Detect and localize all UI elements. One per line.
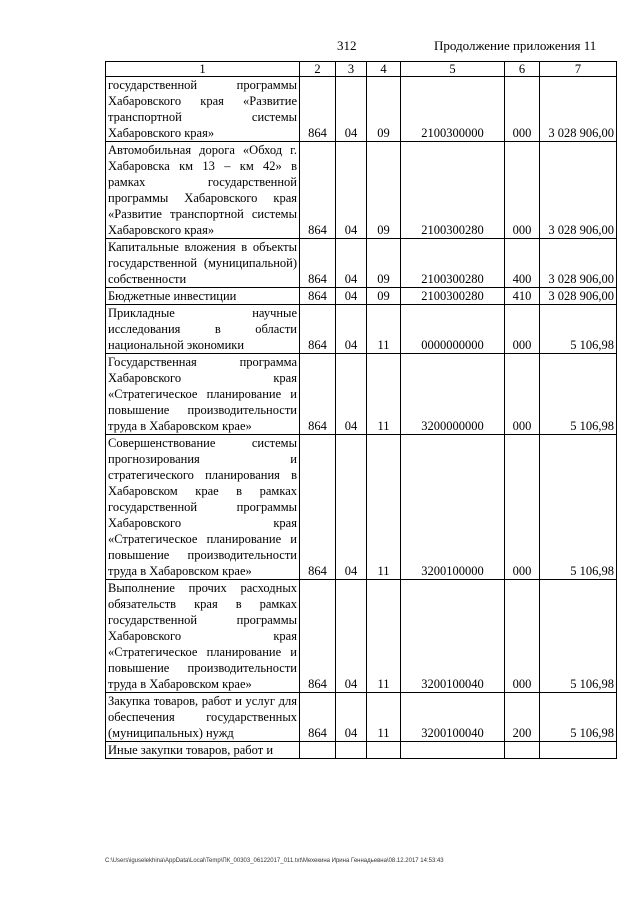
admin-code — [300, 742, 336, 759]
column-header: 1 — [106, 62, 300, 77]
row-description: Иные закупки товаров, работ и — [106, 742, 300, 759]
appendix-heading: Продолжение приложения 11 — [434, 38, 597, 53]
expense-type-code: 200 — [505, 693, 540, 742]
target-article-code: 3200100000 — [401, 435, 505, 580]
amount: 3 028 906,00 — [540, 77, 617, 142]
expense-type-code — [505, 742, 540, 759]
target-article-code: 2100300280 — [401, 239, 505, 288]
subsection-code: 11 — [367, 305, 401, 354]
subsection-code: 11 — [367, 354, 401, 435]
admin-code: 864 — [300, 77, 336, 142]
expense-type-code: 000 — [505, 142, 540, 239]
table-row — [106, 580, 617, 693]
expense-type-code: 400 — [505, 239, 540, 288]
amount: 3 028 906,00 — [540, 239, 617, 288]
expense-type-code: 410 — [505, 288, 540, 305]
target-article-code — [401, 742, 505, 759]
admin-code: 864 — [300, 239, 336, 288]
subsection-code: 11 — [367, 435, 401, 580]
amount — [540, 742, 617, 759]
budget-table — [105, 61, 617, 759]
column-header: 6 — [505, 62, 540, 77]
table-row — [106, 305, 617, 354]
section-code: 04 — [336, 288, 367, 305]
section-code: 04 — [336, 693, 367, 742]
expense-type-code: 000 — [505, 354, 540, 435]
subsection-code: 09 — [367, 77, 401, 142]
expense-type-code: 000 — [505, 305, 540, 354]
admin-code: 864 — [300, 305, 336, 354]
subsection-code: 09 — [367, 142, 401, 239]
target-article-code: 3200000000 — [401, 354, 505, 435]
admin-code: 864 — [300, 435, 336, 580]
row-description: Государственная программа Хабаровского края «Стратегическое планирование и повышение производительности труда в Хабаровском крае» — [106, 354, 300, 435]
column-header: 7 — [540, 62, 617, 77]
target-article-code: 0000000000 — [401, 305, 505, 354]
table-row — [106, 435, 617, 580]
section-code: 04 — [336, 142, 367, 239]
table-row — [106, 742, 617, 759]
row-description: Закупка товаров, работ и услуг для обеспечения государственных (муниципальных) нужд — [106, 693, 300, 742]
amount: 5 106,98 — [540, 354, 617, 435]
section-code: 04 — [336, 354, 367, 435]
admin-code: 864 — [300, 580, 336, 693]
amount: 3 028 906,00 — [540, 288, 617, 305]
admin-code: 864 — [300, 288, 336, 305]
admin-code: 864 — [300, 142, 336, 239]
table-row — [106, 142, 617, 239]
subsection-code: 11 — [367, 580, 401, 693]
section-code: 04 — [336, 305, 367, 354]
table-row — [106, 77, 617, 142]
expense-type-code: 000 — [505, 77, 540, 142]
row-description: Капитальные вложения в объекты государственной (муниципальной) собственности — [106, 239, 300, 288]
subsection-code — [367, 742, 401, 759]
column-header: 5 — [401, 62, 505, 77]
section-code: 04 — [336, 239, 367, 288]
section-code: 04 — [336, 580, 367, 693]
table-row — [106, 239, 617, 288]
expense-type-code: 000 — [505, 435, 540, 580]
subsection-code: 09 — [367, 239, 401, 288]
amount: 5 106,98 — [540, 305, 617, 354]
expense-type-code: 000 — [505, 580, 540, 693]
amount: 5 106,98 — [540, 693, 617, 742]
table-row — [106, 288, 617, 305]
table-row — [106, 354, 617, 435]
subsection-code: 11 — [367, 693, 401, 742]
section-code: 04 — [336, 435, 367, 580]
amount: 3 028 906,00 — [540, 142, 617, 239]
file-path-footer: C:\Users\iguselekhina\AppData\Local\Temp\ПК_00303_06122017_011.txt\Мехекина Ирина Геннадьевна\08.12.2017 14:53:43 — [105, 858, 444, 864]
column-header: 2 — [300, 62, 336, 77]
column-header: 4 — [367, 62, 401, 77]
amount: 5 106,98 — [540, 580, 617, 693]
target-article-code: 2100300280 — [401, 142, 505, 239]
row-description: Совершенствование системы прогнозирования и стратегического планирования в Хабаровском крае в рамках государственной программы Хабаровского края «Стратегическое планирование и повышение производительности труда в Хабаровском крае» — [106, 435, 300, 580]
table-row — [106, 693, 617, 742]
row-description: Бюджетные инвестиции — [106, 288, 300, 305]
column-header: 3 — [336, 62, 367, 77]
row-description: Прикладные научные исследования в области национальной экономики — [106, 305, 300, 354]
row-description: Выполнение прочих расходных обязательств края в рамках государственной программы Хабаровского края «Стратегическое планирование и повышение производительности труда в Хабаровском крае» — [106, 580, 300, 693]
admin-code: 864 — [300, 354, 336, 435]
row-description: государственной программы Хабаровского края «Развитие транспортной системы Хабаровского края» — [106, 77, 300, 142]
table-header-row — [106, 62, 617, 77]
target-article-code: 2100300000 — [401, 77, 505, 142]
target-article-code: 3200100040 — [401, 580, 505, 693]
amount: 5 106,98 — [540, 435, 617, 580]
target-article-code: 2100300280 — [401, 288, 505, 305]
subsection-code: 09 — [367, 288, 401, 305]
admin-code: 864 — [300, 693, 336, 742]
section-code: 04 — [336, 77, 367, 142]
target-article-code: 3200100040 — [401, 693, 505, 742]
row-description: Автомобильная дорога «Обход г. Хабаровска км 13 – км 42» в рамках государственной программы Хабаровского края «Развитие транспортной системы Хабаровского края» — [106, 142, 300, 239]
page-number: 312 — [337, 38, 357, 53]
section-code — [336, 742, 367, 759]
